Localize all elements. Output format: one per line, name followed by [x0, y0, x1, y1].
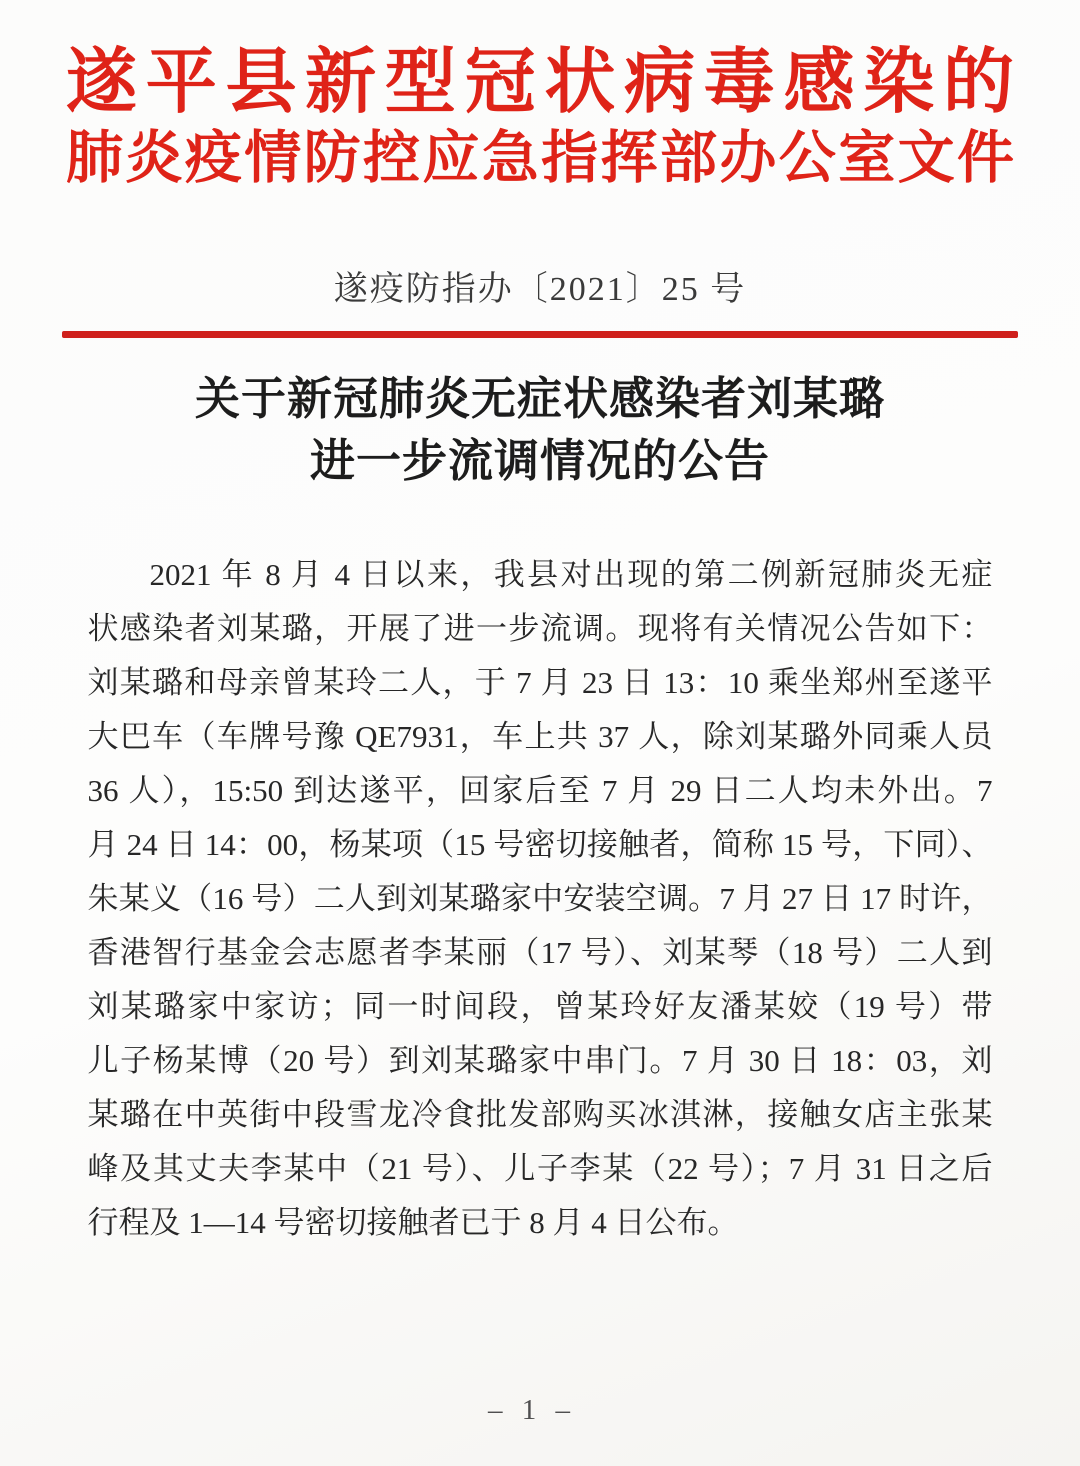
- body-line: 状感染者刘某璐，开展了进一步流调。现将有关情况公告如下：: [87, 611, 993, 646]
- document-body: [88, 548, 993, 1250]
- body-line: 大巴车（车牌号豫 QE7931，车上共 37 人，除刘某璐外同乘人员: [87, 719, 993, 754]
- body-line: 儿子杨某博（20 号）到刘某璐家中串门。7 月 30 日 18：03，刘: [87, 1043, 993, 1078]
- body-line: 某璐在中英街中段雪龙冷食批发部购买冰淇淋，接触女店主张某: [87, 1097, 993, 1132]
- page-number: – 1 –: [488, 1394, 576, 1426]
- body-line: 2021 年 8 月 4 日以来，我县对出现的第二例新冠肺炎无症: [149, 557, 993, 592]
- body-line: 刘某璐和母亲曾某玲二人，于 7 月 23 日 13：10 乘坐郑州至遂平: [87, 665, 993, 700]
- body-line: 刘某璐家中家访；同一时间段，曾某玲好友潘某姣（19 号）带: [87, 989, 993, 1024]
- body-line: 36 人），15:50 到达遂平，回家后至 7 月 29 日二人均未外出。7: [87, 773, 993, 808]
- body-line: 行程及 1—14 号密切接触者已于 8 月 4 日公布。: [87, 1205, 739, 1240]
- masthead-title-line2: 肺炎疫情防控应急指挥部办公室文件: [66, 127, 1014, 190]
- red-divider-line: [62, 331, 1018, 338]
- red-masthead: [66, 0, 1014, 192]
- document-title-line2: 进一步流调情况的公告: [309, 436, 770, 486]
- body-line: 朱某义（16 号）二人到刘某璐家中安装空调。7 月 27 日 17 时许，: [87, 881, 993, 916]
- document-title-line1: 关于新冠肺炎无症状感染者刘某璐: [194, 374, 885, 424]
- body-line: 峰及其丈夫李某中（21 号）、儿子李某（22 号）；7 月 31 日之后: [87, 1151, 993, 1186]
- masthead-title-line1: 遂平县新型冠状病毒感染的: [66, 44, 1014, 122]
- body-line: 香港智行基金会志愿者李某丽（17 号）、刘某琴（18 号）二人到: [87, 935, 993, 970]
- document-number: 遂疫防指办〔2021〕25 号: [333, 271, 747, 308]
- body-line: 月 24 日 14：00，杨某项（15 号密切接触者，简称 15 号，下同）、: [87, 827, 993, 862]
- document-title: [0, 368, 1080, 492]
